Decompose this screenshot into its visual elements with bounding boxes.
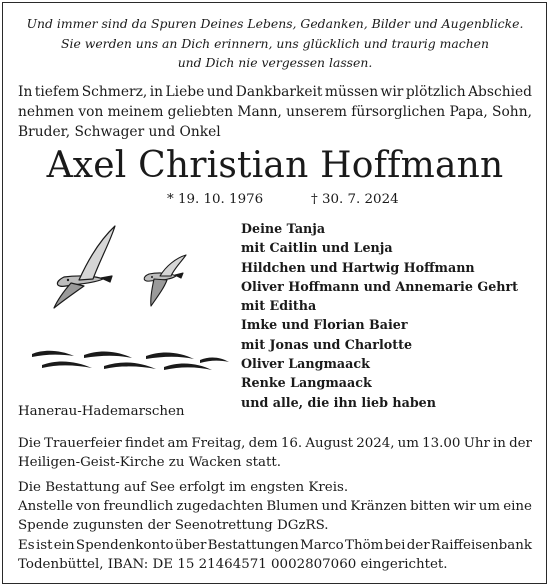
word: und — [206, 84, 234, 100]
death-date: † 30. 7. 2024 — [311, 192, 399, 207]
notice-line — [18, 497, 532, 516]
word: Trauerfeier — [44, 436, 122, 451]
word: Dankbarkeit — [235, 84, 323, 100]
mourner-entry: mit Editha — [241, 298, 317, 314]
word: der — [406, 537, 430, 553]
word: Thöm — [345, 537, 384, 553]
deceased-name: Axel Christian Hoffmann — [46, 145, 504, 186]
verse-line: Sie werden uns an Dich erinnern, uns glücklich und traurig machen — [61, 35, 489, 51]
word: Sohn, — [492, 104, 532, 120]
word: und — [321, 499, 348, 514]
word: findet — [124, 436, 165, 451]
word: dem — [248, 436, 278, 451]
notice-line: Todenbüttel, IBAN: DE 15 21464571 0002807060 eingerichtet. — [18, 556, 448, 572]
mourner-entry: Deine Tanja — [241, 221, 326, 236]
seagulls-waves-illustration — [24, 210, 239, 395]
word: wir — [380, 84, 404, 100]
word: Es — [18, 537, 35, 553]
word: in — [493, 436, 506, 451]
word: Abschied — [468, 84, 532, 100]
word: Liebe — [165, 84, 205, 100]
word: 2024, — [356, 436, 395, 451]
seagull-large-icon — [54, 226, 115, 308]
mourner-entry: Oliver Hoffmann und Annemarie Gehrt — [241, 278, 519, 294]
word: Bestattungen — [207, 537, 299, 553]
word: 13.00 — [422, 436, 461, 451]
word: Die — [18, 436, 41, 451]
word: meinem — [107, 104, 164, 120]
announcement-text — [18, 82, 532, 142]
mourner-entry: Hildchen und Hartwig Hoffmann — [241, 259, 475, 275]
birth-date: * 19. 10. 1976 — [167, 192, 264, 207]
memorial-verse — [0, 14, 550, 73]
word: um — [397, 436, 419, 451]
word: um — [478, 499, 501, 514]
waves-icon — [32, 351, 229, 370]
word: Schmerz, — [81, 84, 148, 100]
verse-line: Und immer sind da Spuren Deines Lebens, Gedanken, Bilder und Augenblicke. — [26, 16, 524, 31]
word: von — [76, 499, 101, 514]
mourner-entry: mit Jonas und Charlotte — [241, 336, 413, 352]
word: Marco — [300, 537, 344, 553]
word: Spendenkonto — [75, 537, 174, 553]
word: unserem — [286, 104, 348, 120]
notice-line: Heiligen-Geist-Kirche zu Wacken statt. — [18, 455, 281, 471]
mourner-entry: Oliver Langmaack — [241, 356, 370, 372]
word: bei — [384, 537, 406, 553]
word: von — [78, 104, 104, 120]
word: geliebten — [167, 104, 234, 120]
word: Anstelle — [18, 499, 73, 514]
word: 16. — [280, 436, 303, 451]
word: tiefem — [34, 84, 80, 100]
notice-line — [18, 536, 532, 555]
word: über — [174, 537, 207, 553]
mourner-entry: Renke Langmaack — [241, 375, 372, 391]
burial-notice — [18, 478, 532, 497]
word: August — [305, 436, 354, 451]
word: müssen — [324, 84, 379, 100]
notice-line — [18, 434, 532, 453]
word: nehmen — [18, 104, 75, 120]
word: Mann, — [237, 104, 282, 120]
word: In — [18, 84, 33, 100]
word: bitten — [410, 499, 451, 514]
verse-line: und Dich nie vergessen lassen. — [177, 55, 373, 70]
word: in — [149, 84, 164, 100]
word: der — [509, 436, 532, 451]
place-name: Hanerau-Hademarschen — [18, 404, 185, 419]
word: Uhr — [463, 436, 490, 451]
announcement-line — [18, 82, 532, 102]
word: plötzlich — [405, 84, 466, 100]
word: eine — [503, 499, 532, 514]
notice-line: Die Bestattung auf See erfolgt im engsten Kreis. — [18, 480, 349, 495]
word: Papa, — [449, 104, 488, 120]
announcement-line — [18, 102, 532, 122]
donation-notice — [18, 497, 532, 574]
word: Kränzen — [350, 499, 408, 514]
word: Freitag, — [191, 436, 246, 451]
word: zugedachten — [176, 499, 264, 514]
seagull-small-icon — [144, 255, 186, 306]
mourners-list — [241, 219, 518, 412]
mourner-entry: und alle, die ihn lieb haben — [241, 394, 436, 410]
word: Blumen — [266, 499, 319, 514]
word: ein — [53, 537, 75, 553]
announcement-line: Bruder, Schwager und Onkel — [18, 124, 221, 140]
word: fürsorglichen — [351, 104, 446, 120]
notice-line: Spende zugunsten der Seenotrettung DGzRS. — [18, 518, 329, 534]
word: wir — [453, 499, 476, 514]
mourner-entry: mit Caitlin und Lenja — [241, 240, 393, 256]
word: am — [167, 436, 189, 451]
word: freundlich — [103, 499, 174, 514]
mourner-entry: Imke und Florian Baier — [241, 317, 408, 333]
word: Raiffeisenbank — [430, 537, 532, 553]
word: ist — [35, 537, 53, 553]
ceremony-notice — [18, 434, 532, 473]
